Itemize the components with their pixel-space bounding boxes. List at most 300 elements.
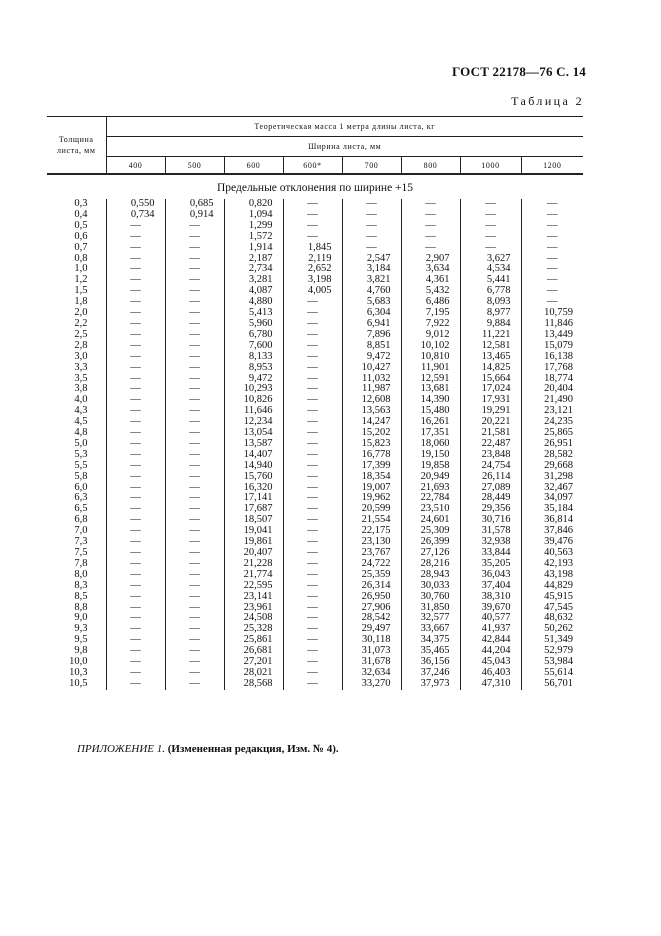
mass-cell: 6,486 <box>401 297 460 308</box>
mass-cell: — <box>283 406 342 417</box>
mass-cell: 12,591 <box>401 374 460 385</box>
mass-cell: 1,094 <box>224 210 283 221</box>
mass-cell: 16,261 <box>401 417 460 428</box>
mass-cell: 21,693 <box>401 483 460 494</box>
mass-cell: 31,578 <box>460 526 521 537</box>
mass-cell: 5,441 <box>460 275 521 286</box>
mass-cell: — <box>283 581 342 592</box>
mass-cell: 23,510 <box>401 504 460 515</box>
mass-cell: — <box>460 221 521 232</box>
mass-cell: 25,865 <box>521 428 583 439</box>
thickness-cell: 8,8 <box>74 601 88 613</box>
mass-cell: 28,449 <box>460 493 521 504</box>
mass-cell: 14,390 <box>401 395 460 406</box>
mass-cell: 19,962 <box>342 493 401 504</box>
mass-cell: 32,577 <box>401 613 460 624</box>
mass-cell: — <box>165 559 224 570</box>
mass-cell: — <box>283 679 342 690</box>
mass-cell: 6,780 <box>224 330 283 341</box>
mass-cell: 18,354 <box>342 472 401 483</box>
mass-cell: — <box>342 199 401 210</box>
mass-cell: — <box>106 657 165 668</box>
mass-cell: 7,922 <box>401 319 460 330</box>
mass-cell: 10,293 <box>224 384 283 395</box>
thickness-cell: 2,2 <box>74 317 88 329</box>
table-row <box>47 592 583 603</box>
mass-cell: — <box>106 286 165 297</box>
mass-cell: — <box>283 439 342 450</box>
mass-cell: — <box>106 559 165 570</box>
mass-cell: 30,118 <box>342 635 401 646</box>
mass-cell: 33,667 <box>401 624 460 635</box>
mass-cell: — <box>106 613 165 624</box>
mass-cell: 26,399 <box>401 537 460 548</box>
mass-cell: 18,507 <box>224 515 283 526</box>
mass-cell: 22,595 <box>224 581 283 592</box>
mass-cell: 12,608 <box>342 395 401 406</box>
mass-cell: 26,114 <box>460 472 521 483</box>
thickness-cell: 1,2 <box>74 274 88 286</box>
mass-cell: — <box>106 548 165 559</box>
mass-cell: 36,814 <box>521 515 583 526</box>
mass-cell: — <box>106 439 165 450</box>
mass-cell: 35,465 <box>401 646 460 657</box>
mass-cell: — <box>283 613 342 624</box>
thickness-cell: 7,0 <box>74 525 88 537</box>
mass-cell: 37,404 <box>460 581 521 592</box>
mass-cell: — <box>106 243 165 254</box>
mass-cell: 7,195 <box>401 308 460 319</box>
mass-cell: 4,005 <box>283 286 342 297</box>
mass-cell: 17,687 <box>224 504 283 515</box>
mass-cell: 22,784 <box>401 493 460 504</box>
mass-cell: 31,298 <box>521 472 583 483</box>
thickness-cell: 10,0 <box>69 656 88 668</box>
mass-cell: 25,328 <box>224 624 283 635</box>
table-row <box>47 363 583 374</box>
mass-cell: — <box>283 461 342 472</box>
mass-cell: 56,701 <box>521 679 583 690</box>
mass-cell: — <box>106 428 165 439</box>
mass-cell: — <box>165 679 224 690</box>
mass-cell: 17,931 <box>460 395 521 406</box>
mass-cell: 4,534 <box>460 264 521 275</box>
section-title: Предельные отклонения по ширине +15 <box>216 181 414 194</box>
mass-cell: 29,497 <box>342 624 401 635</box>
mass-cell: 28,582 <box>521 450 583 461</box>
mass-cell: — <box>165 613 224 624</box>
mass-cell: 17,399 <box>342 461 401 472</box>
mass-cell: — <box>106 592 165 603</box>
thickness-cell: 4,5 <box>74 416 88 428</box>
table-label: Таблица 2 <box>511 94 584 108</box>
mass-cell: 6,778 <box>460 286 521 297</box>
amendment-note <box>77 743 339 755</box>
mass-cell: 14,825 <box>460 363 521 374</box>
thickness-cell: 5,5 <box>74 459 88 471</box>
mass-cell: — <box>165 635 224 646</box>
mass-cell: 25,309 <box>401 526 460 537</box>
mass-cell: — <box>165 657 224 668</box>
mass-cell: 2,547 <box>342 254 401 265</box>
mass-cell: 20,949 <box>401 472 460 483</box>
mass-cell: — <box>521 199 583 210</box>
mass-cell: 15,760 <box>224 472 283 483</box>
mass-cell: — <box>342 243 401 254</box>
mass-cell: — <box>165 264 224 275</box>
mass-cell: — <box>106 406 165 417</box>
width-col-header: 1200 <box>521 157 583 175</box>
mass-cell: 21,774 <box>224 570 283 581</box>
mass-cell: — <box>283 199 342 210</box>
mass-cell: 36,156 <box>401 657 460 668</box>
mass-cell: — <box>165 417 224 428</box>
mass-cell: 13,563 <box>342 406 401 417</box>
mass-cell: 28,568 <box>224 679 283 690</box>
mass-cell: — <box>165 232 224 243</box>
mass-cell: — <box>521 297 583 308</box>
mass-cell: 26,951 <box>521 439 583 450</box>
mass-cell: 7,896 <box>342 330 401 341</box>
mass-cell: 27,126 <box>401 548 460 559</box>
thickness-cell: 9,0 <box>74 612 88 624</box>
thickness-cell: 1,8 <box>74 296 88 308</box>
mass-cell: — <box>106 581 165 592</box>
mass-cell: — <box>283 483 342 494</box>
mass-cell: — <box>165 243 224 254</box>
width-col-header: 700 <box>342 157 401 175</box>
mass-cell: — <box>165 330 224 341</box>
thickness-cell: 5,8 <box>74 470 88 482</box>
mass-cell: — <box>106 624 165 635</box>
mass-cell: 42,844 <box>460 635 521 646</box>
mass-cell: 34,375 <box>401 635 460 646</box>
mass-cell: — <box>165 384 224 395</box>
mass-cell: — <box>283 363 342 374</box>
mass-cell: 2,652 <box>283 264 342 275</box>
mass-cell: 1,299 <box>224 221 283 232</box>
mass-cell: 9,472 <box>342 352 401 363</box>
mass-cell: — <box>165 603 224 614</box>
mass-cell: 19,861 <box>224 537 283 548</box>
mass-cell: — <box>106 668 165 679</box>
mass-cell: 1,914 <box>224 243 283 254</box>
mass-cell: — <box>283 635 342 646</box>
thickness-cell: 7,3 <box>74 536 88 548</box>
thickness-cell: 8,3 <box>74 579 88 591</box>
mass-cell: — <box>106 341 165 352</box>
mass-cell: — <box>521 275 583 286</box>
mass-cell: — <box>165 537 224 548</box>
mass-cell: 22,487 <box>460 439 521 450</box>
mass-cell: 14,407 <box>224 450 283 461</box>
mass-cell: 3,281 <box>224 275 283 286</box>
mass-cell: 11,846 <box>521 319 583 330</box>
mass-cell: 11,987 <box>342 384 401 395</box>
mass-cell: 23,767 <box>342 548 401 559</box>
mass-cell: 22,175 <box>342 526 401 537</box>
mass-cell: — <box>283 374 342 385</box>
note-text: (Измененная редакция, Изм. № 4). <box>167 743 339 755</box>
width-col-header: 400 <box>106 157 165 175</box>
mass-cell: 10,759 <box>521 308 583 319</box>
mass-cell: — <box>106 275 165 286</box>
mass-cell: 23,848 <box>460 450 521 461</box>
mass-cell: — <box>521 254 583 265</box>
mass-cell: — <box>106 504 165 515</box>
mass-cell: 30,760 <box>401 592 460 603</box>
mass-cell: 28,943 <box>401 570 460 581</box>
mass-cell: 33,844 <box>460 548 521 559</box>
mass-cell: 15,823 <box>342 439 401 450</box>
mass-cell: — <box>106 374 165 385</box>
thickness-header: Толщина листа, мм <box>47 117 106 175</box>
mass-cell: — <box>165 221 224 232</box>
thickness-cell: 0,7 <box>74 241 88 253</box>
mass-cell: 3,634 <box>401 264 460 275</box>
mass-cell: 24,722 <box>342 559 401 570</box>
mass-cell: 13,465 <box>460 352 521 363</box>
mass-cell: 31,678 <box>342 657 401 668</box>
mass-cell: 30,033 <box>401 581 460 592</box>
mass-cell: 26,314 <box>342 581 401 592</box>
mass-cell: — <box>283 330 342 341</box>
mass-cell: 25,861 <box>224 635 283 646</box>
mass-cell: — <box>283 308 342 319</box>
mass-cell: 0,550 <box>106 199 165 210</box>
mass-cell: 0,914 <box>165 210 224 221</box>
mass-cell: 19,007 <box>342 483 401 494</box>
mass-cell: 32,634 <box>342 668 401 679</box>
mass-cell: 13,449 <box>521 330 583 341</box>
thickness-cell: 2,0 <box>74 307 88 319</box>
mass-cell: — <box>283 395 342 406</box>
mass-cell: — <box>106 352 165 363</box>
mass-cell: 55,614 <box>521 668 583 679</box>
mass-cell: — <box>165 395 224 406</box>
thickness-cell: 4,0 <box>74 394 88 406</box>
thickness-cell: 6,5 <box>74 503 88 515</box>
mass-cell: 46,403 <box>460 668 521 679</box>
mass-cell: 13,054 <box>224 428 283 439</box>
mass-cell: 23,961 <box>224 603 283 614</box>
mass-cell: — <box>165 483 224 494</box>
thickness-cell: 10,5 <box>69 677 88 689</box>
mass-cell: 5,432 <box>401 286 460 297</box>
mass-cell: — <box>165 450 224 461</box>
mass-cell: — <box>283 428 342 439</box>
mass-cell: — <box>165 472 224 483</box>
mass-cell: — <box>165 428 224 439</box>
thickness-cell: 0,6 <box>74 230 88 242</box>
mass-cell: — <box>165 548 224 559</box>
mass-cell: 4,760 <box>342 286 401 297</box>
thickness-cell: 6,3 <box>74 492 88 504</box>
thickness-cell: 3,5 <box>74 372 88 384</box>
mass-cell: 21,581 <box>460 428 521 439</box>
mass-cell: — <box>106 264 165 275</box>
mass-cell: — <box>401 243 460 254</box>
mass-cell: 13,681 <box>401 384 460 395</box>
mass-cell: 19,291 <box>460 406 521 417</box>
mass-cell: 15,079 <box>521 341 583 352</box>
thickness-cell: 0,4 <box>74 208 88 220</box>
mass-cell: — <box>106 493 165 504</box>
mass-cell: 12,234 <box>224 417 283 428</box>
mass-cell: 2,187 <box>224 254 283 265</box>
mass-cell: — <box>283 319 342 330</box>
mass-cell: 40,577 <box>460 613 521 624</box>
mass-cell: 10,810 <box>401 352 460 363</box>
mass-cell: 11,646 <box>224 406 283 417</box>
thickness-cell: 1,5 <box>74 285 88 297</box>
mass-cell: 17,024 <box>460 384 521 395</box>
mass-cell: 50,262 <box>521 624 583 635</box>
width-col-header: 600 <box>224 157 283 175</box>
mass-cell: 35,184 <box>521 504 583 515</box>
mass-cell: — <box>165 570 224 581</box>
mass-cell: 7,600 <box>224 341 283 352</box>
thickness-cell: 9,8 <box>74 645 88 657</box>
mass-cell: 13,587 <box>224 439 283 450</box>
mass-cell: — <box>165 297 224 308</box>
mass-cell: 8,851 <box>342 341 401 352</box>
mass-cell: — <box>521 286 583 297</box>
mass-cell: — <box>106 232 165 243</box>
mass-cell: 32,467 <box>521 483 583 494</box>
mass-cell: — <box>106 330 165 341</box>
table-row <box>47 232 583 243</box>
mass-cell: — <box>165 581 224 592</box>
mass-cell: 3,198 <box>283 275 342 286</box>
mass-cell: — <box>283 352 342 363</box>
mass-cell: 10,102 <box>401 341 460 352</box>
thickness-cell: 6,0 <box>74 481 88 493</box>
mass-cell: 21,228 <box>224 559 283 570</box>
mass-cell: 9,884 <box>460 319 521 330</box>
mass-cell: — <box>283 515 342 526</box>
mass-cell: 19,041 <box>224 526 283 537</box>
mass-cell: — <box>283 504 342 515</box>
mass-cell: — <box>283 603 342 614</box>
mass-cell: — <box>106 297 165 308</box>
mass-cell: 14,940 <box>224 461 283 472</box>
mass-cell: — <box>283 624 342 635</box>
mass-cell: — <box>165 254 224 265</box>
mass-cell: 34,097 <box>521 493 583 504</box>
mass-cell: — <box>106 461 165 472</box>
mass-cell: — <box>165 275 224 286</box>
mass-cell: — <box>165 461 224 472</box>
mass-cell: 45,043 <box>460 657 521 668</box>
mass-cell: — <box>401 221 460 232</box>
mass-cell: 19,858 <box>401 461 460 472</box>
mass-cell: — <box>283 221 342 232</box>
mass-cell: 33,270 <box>342 679 401 690</box>
mass-cell: 28,542 <box>342 613 401 624</box>
mass-cell: 28,021 <box>224 668 283 679</box>
thickness-cell: 9,3 <box>74 623 88 635</box>
mass-cell: 39,670 <box>460 603 521 614</box>
thickness-cell: 7,8 <box>74 557 88 569</box>
mass-cell: — <box>283 472 342 483</box>
mass-cell: 9,012 <box>401 330 460 341</box>
mass-cell: 20,407 <box>224 548 283 559</box>
thickness-cell: 0,8 <box>74 252 88 264</box>
mass-cell: 8,953 <box>224 363 283 374</box>
mass-cell: 29,356 <box>460 504 521 515</box>
mass-cell: 5,413 <box>224 308 283 319</box>
mass-cell: 8,977 <box>460 308 521 319</box>
mass-cell: 4,880 <box>224 297 283 308</box>
mass-cell: 2,734 <box>224 264 283 275</box>
mass-cell: — <box>106 319 165 330</box>
mass-cell: — <box>283 592 342 603</box>
mass-cell: 38,310 <box>460 592 521 603</box>
mass-cell: 4,087 <box>224 286 283 297</box>
mass-cell: — <box>165 341 224 352</box>
mass-cell: 31,073 <box>342 646 401 657</box>
table-row <box>47 243 583 254</box>
mass-cell: — <box>106 395 165 406</box>
thickness-cell: 7,5 <box>74 547 88 558</box>
mass-cell: — <box>283 668 342 679</box>
mass-cell: 4,361 <box>401 275 460 286</box>
mass-cell: — <box>283 297 342 308</box>
mass-cell: 17,351 <box>401 428 460 439</box>
mass-table <box>47 116 583 690</box>
mass-cell: — <box>460 243 521 254</box>
mass-cell: 36,043 <box>460 570 521 581</box>
mass-cell: 19,150 <box>401 450 460 461</box>
thickness-cell: 1,0 <box>74 263 88 275</box>
table-row <box>47 581 583 592</box>
width-header: Ширина листа, мм <box>106 137 583 157</box>
mass-cell: 27,906 <box>342 603 401 614</box>
mass-cell: 9,472 <box>224 374 283 385</box>
mass-cell: 0,734 <box>106 210 165 221</box>
mass-cell: 2,907 <box>401 254 460 265</box>
thickness-cell: 9,5 <box>74 634 88 646</box>
mass-cell: 23,121 <box>521 406 583 417</box>
mass-cell: — <box>401 210 460 221</box>
mass-cell: — <box>165 319 224 330</box>
mass-cell: 21,490 <box>521 395 583 406</box>
mass-cell: 18,774 <box>521 374 583 385</box>
mass-cell: 3,627 <box>460 254 521 265</box>
mass-cell: 5,683 <box>342 297 401 308</box>
mass-cell: — <box>342 210 401 221</box>
mass-cell: 24,601 <box>401 515 460 526</box>
mass-cell: — <box>106 526 165 537</box>
thickness-cell: 4,3 <box>74 405 88 417</box>
mass-cell: 8,093 <box>460 297 521 308</box>
mass-cell: 6,304 <box>342 308 401 319</box>
mass-cell: 17,141 <box>224 493 283 504</box>
mass-cell: 48,632 <box>521 613 583 624</box>
width-col-header: 600* <box>283 157 342 175</box>
mass-cell: 45,915 <box>521 592 583 603</box>
mass-cell: — <box>460 232 521 243</box>
mass-cell: 37,846 <box>521 526 583 537</box>
mass-cell: 44,829 <box>521 581 583 592</box>
mass-cell: 23,141 <box>224 592 283 603</box>
mass-cell: 52,979 <box>521 646 583 657</box>
mass-cell: 27,201 <box>224 657 283 668</box>
mass-cell: 11,901 <box>401 363 460 374</box>
mass-cell: 0,685 <box>165 199 224 210</box>
mass-cell: 12,581 <box>460 341 521 352</box>
